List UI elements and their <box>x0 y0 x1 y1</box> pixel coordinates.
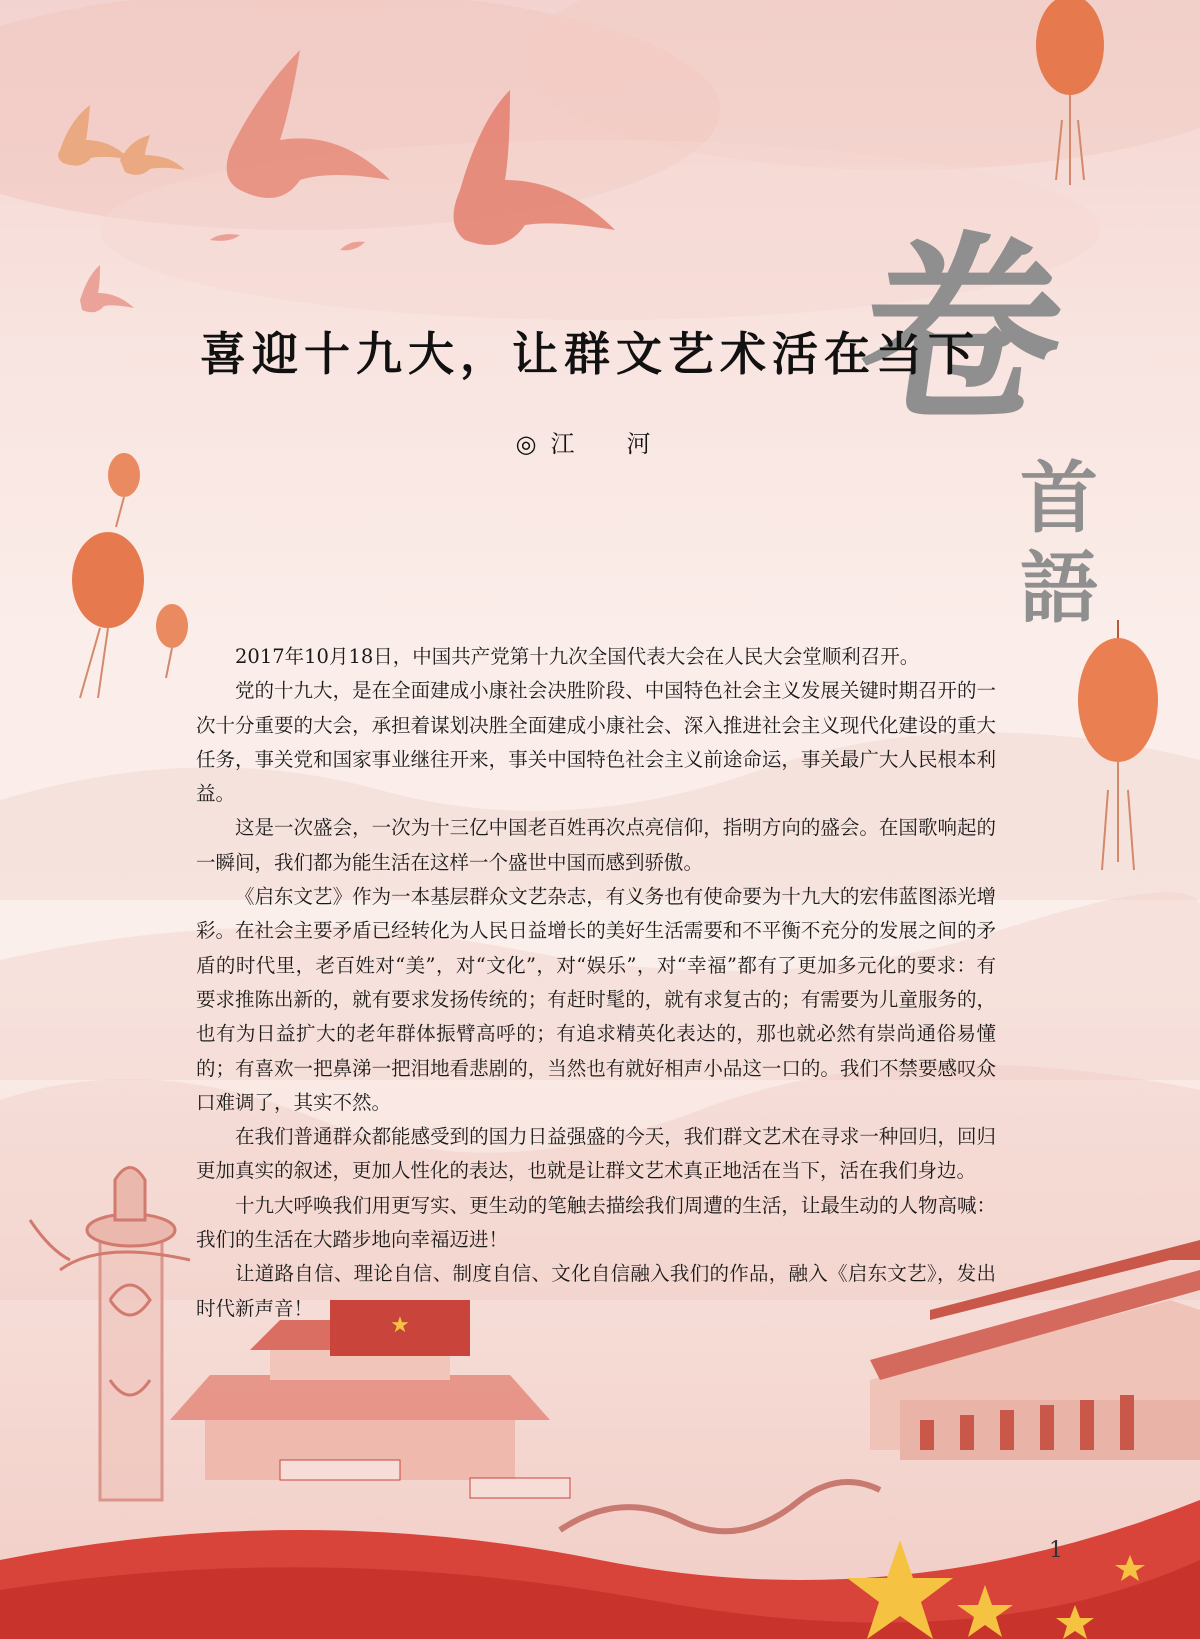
column-char-shou: 首 <box>1020 454 1099 544</box>
article-author: ◎江 河 <box>515 430 665 458</box>
article-paragraph: 2017年10月18日，中国共产党第十九次全国代表大会在人民大会堂顺利召开。 <box>235 645 920 668</box>
lantern-icon <box>72 532 144 698</box>
column-char-juan: 卷 <box>845 215 1079 448</box>
article-paragraph: 在我们普通群众都能感受到的国力日益强盛的今天，我们群文艺术在寻求一种回归，回归更加真实的叙述，更加人性化的表达，也就是让群文艺术真正地活在当下，活在我们身边。 <box>196 1125 996 1183</box>
article-body <box>196 640 996 1326</box>
article-paragraph: 《启东文艺》作为一本基层群众文艺杂志，有义务也有使命要为十九大的宏伟蓝图添光增彩。在社会主要矛盾已经转化为人民日益增长的美好生活需要和不平衡不充分的发展之间的矛盾的时代里，老百姓对“美”，对“文化”，对“娱乐”，对“幸福”都有了更加多元化的要求：有要求推陈出新的，就有要求发扬传统的；有赶时髦的，就有求复古的；有需要为儿童服务的，也有为日益扩大的老年群体振臂高呼的；有追求精英化表达的，那也就必然有崇尚通俗易懂的；有喜欢一把鼻涕一把泪地看悲剧的，当然也有就好相声小品这一口的。我们不禁要感叹众口难调了，其实不然。 <box>196 885 996 1114</box>
tiananmen-gate-icon <box>170 1300 570 1498</box>
column-char-yu: 語 <box>1020 544 1099 634</box>
article-paragraph: 这是一次盛会，一次为十三亿中国老百姓再次点亮信仰，指明方向的盛会。在国歌响起的一瞬间，我们都为能生活在这样一个盛世中国而感到骄傲。 <box>196 816 996 874</box>
lantern-icon <box>156 604 188 678</box>
article-paragraph: 党的十九大，是在全面建成小康社会决胜阶段、中国特色社会主义发展关键时期召开的一次十分重要的大会，承担着谋划决胜全面建成小康社会、深入推进社会主义现代化建设的重大任务，事关党和国家事业继往开来，事关中国特色社会主义前途命运，事关最广大人民根本利益。 <box>196 679 996 806</box>
lantern-icon <box>108 453 140 527</box>
article-title: 喜迎十九大，让群文艺术活在当下 <box>200 327 980 381</box>
great-wall-icon <box>560 1482 880 1531</box>
article-paragraph: 让道路自信、理论自信、制度自信、文化自信融入我们的作品，融入《启东文艺》，发出时代新声音！ <box>196 1262 996 1320</box>
svg-text:★: ★ <box>390 1313 410 1338</box>
page-number: 1 <box>1049 1538 1063 1563</box>
article-paragraph: 十九大呼唤我们用更写实、更生动的笔触去描绘我们周遭的生活，让最生动的人物高喊：我们的生活在大踏步地向幸福迈进！ <box>196 1193 996 1252</box>
